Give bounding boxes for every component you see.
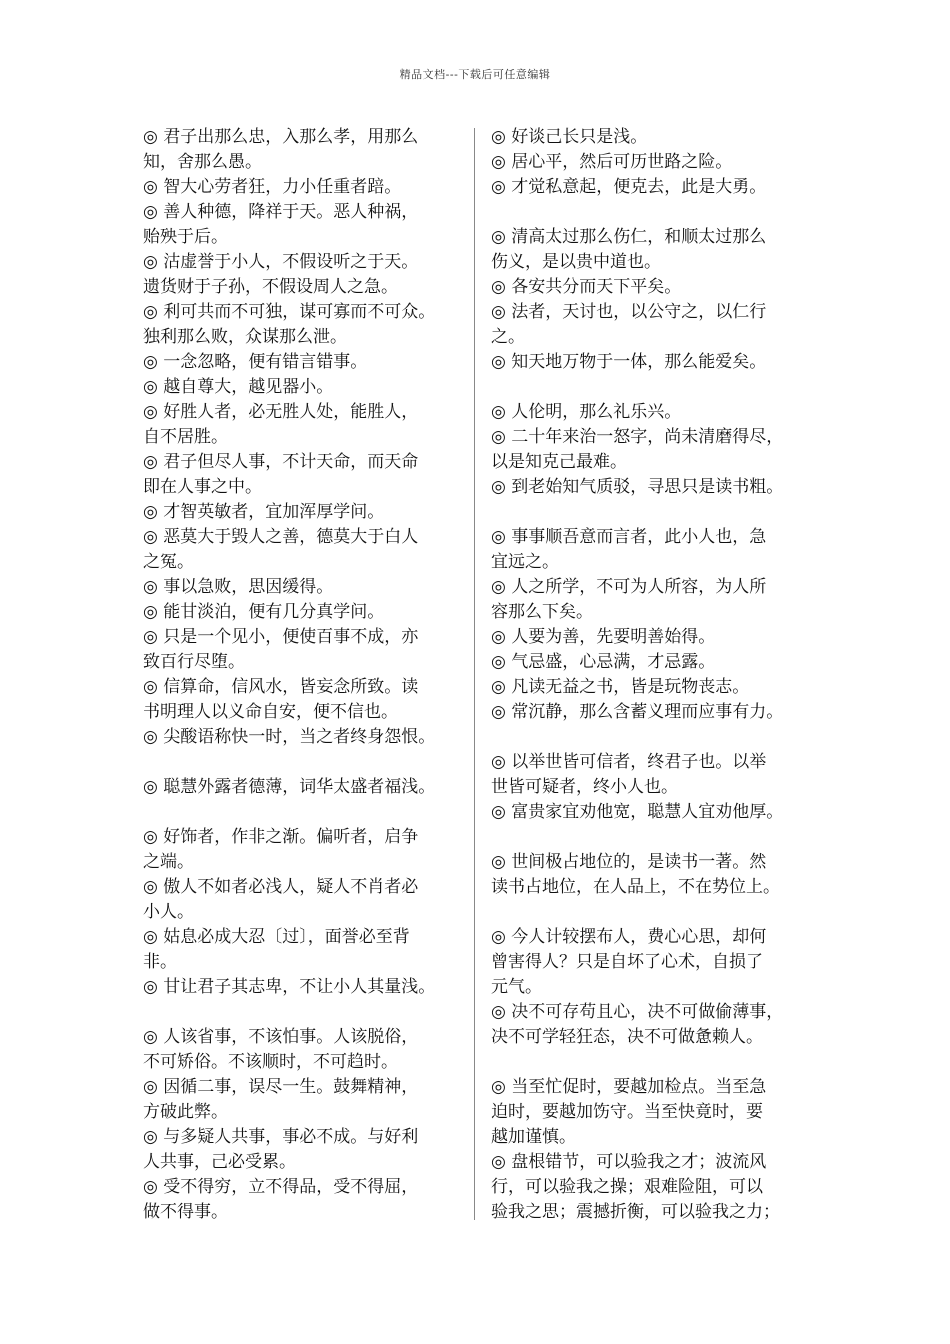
text-line: 之。: [491, 327, 525, 347]
text-line: ◎ 事以急败，思因缓得。: [143, 577, 334, 597]
text-line: ◎ 能甘淡泊，便有几分真学问。: [143, 602, 385, 622]
text-line: ◎ 人该省事，不该怕事。人该脱俗，: [143, 1027, 419, 1047]
right-column: [491, 125, 821, 1225]
blank-line: [491, 900, 821, 925]
text-line: ◎ 好胜人者，必无胜人处，能胜人，: [143, 402, 419, 422]
text-line: ◎ 以举世皆可信者，终君子也。以举: [491, 752, 767, 772]
text-line: ◎ 盘根错节，可以验我之才；波流风: [491, 1152, 767, 1172]
text-line: ◎ 知天地万物于一体，那么能爱矣。: [491, 352, 767, 372]
text-line: ◎ 好饰者，作非之渐。偏听者，启争: [143, 827, 419, 847]
text-line: ◎ 事事顺吾意而言者，此小人也，急: [491, 527, 767, 547]
text-line: ◎ 今人计较摆布人，费心心思，却何: [491, 927, 767, 947]
text-line: ◎ 二十年来治一怒字，尚未清磨得尽，: [491, 427, 784, 447]
left-column: [143, 125, 470, 1225]
text-line: ◎ 君子出那么忠，入那么孝，用那么: [143, 127, 419, 147]
text-line: ◎ 利可共而不可独，谋可寡而不可众。: [143, 302, 436, 322]
text-line: ◎ 凡读无益之书，皆是玩物丧志。: [491, 677, 750, 697]
text-line: 遗货财于子孙，不假设周人之急。: [143, 277, 398, 297]
blank-line: [491, 825, 821, 850]
text-line: 知，舍那么愚。: [143, 152, 262, 172]
text-line: 越加谨慎。: [491, 1127, 576, 1147]
text-line: 曾害得人？只是自坏了心术，自损了: [491, 952, 763, 972]
text-line: ◎ 才智英敏者，宜加浑厚学问。: [143, 502, 385, 522]
text-line: ◎ 恶莫大于毁人之善，德莫大于白人: [143, 527, 419, 547]
text-line: ◎ 才觉私意起，便克去，此是大勇。: [491, 177, 767, 197]
text-line: ◎ 人之所学，不可为人所容，为人所: [491, 577, 767, 597]
text-line: 致百行尽堕。: [143, 652, 245, 672]
text-line: ◎ 常沉静，那么含蓄义理而应事有力。: [491, 702, 784, 722]
text-line: ◎ 君子但尽人事，不计天命，而天命: [143, 452, 419, 472]
text-line: 宜远之。: [491, 552, 559, 572]
text-line: ◎ 人要为善，先要明善始得。: [491, 627, 716, 647]
text-line: 非。: [143, 952, 177, 972]
blank-line: [491, 200, 821, 225]
text-line: 自不居胜。: [143, 427, 228, 447]
text-line: ◎ 善人种德，降祥于天。恶人种祸，: [143, 202, 419, 222]
text-line: 不可矫俗。不该顺时，不可趋时。: [143, 1052, 398, 1072]
text-line: ◎ 法者，天讨也，以公守之，以仁行: [491, 302, 767, 322]
text-line: ◎ 居心平，然后可历世路之险。: [491, 152, 733, 172]
text-line: ◎ 与多疑人共事，事必不成。与好利: [143, 1127, 419, 1147]
text-line: ◎ 尖酸语称快一时，当之者终身怨恨。: [143, 727, 436, 747]
text-line: ◎ 世间极占地位的，是读书一著。然: [491, 852, 767, 872]
text-line: 世皆可疑者，终小人也。: [491, 777, 678, 797]
text-line: ◎ 富贵家宜劝他宽，聪慧人宜劝他厚。: [491, 802, 784, 822]
text-line: 方破此弊。: [143, 1102, 228, 1122]
text-line: ◎ 清高太过那么伤仁，和顺太过那么: [491, 227, 767, 247]
blank-line: [143, 800, 470, 825]
column-divider: [474, 128, 475, 1220]
text-line: 人共事，己必受累。: [143, 1152, 296, 1172]
text-line: ◎ 各安共分而天下平矣。: [491, 277, 682, 297]
text-line: ◎ 姑息必成大忍〔过〕，面誉必至背: [143, 927, 410, 947]
text-line: ◎ 到老始知气质驳，寻思只是读书粗。: [491, 477, 784, 497]
text-line: ◎ 智大心劳者狂，力小任重者踣。: [143, 177, 402, 197]
text-line: 决不可学轻狂态，决不可做惫赖人。: [491, 1027, 763, 1047]
blank-line: [143, 1000, 470, 1025]
text-line: ◎ 因循二事，误尽一生。鼓舞精神，: [143, 1077, 419, 1097]
text-line: 之端。: [143, 852, 194, 872]
text-line: ◎ 甘让君子其志卑，不让小人其量浅。: [143, 977, 436, 997]
page-header: 精品文档---下载后可任意编辑: [399, 68, 551, 81]
text-line: ◎ 受不得穷，立不得品，受不得屈，: [143, 1177, 419, 1197]
text-line: 小人。: [143, 902, 194, 922]
text-line: 验我之思；震撼折衡，可以验我之力；: [491, 1202, 780, 1222]
text-line: ◎ 决不可存苟且心，决不可做偷薄事，: [491, 1002, 784, 1022]
text-line: 行，可以验我之操；艰难险阻，可以: [491, 1177, 763, 1197]
blank-line: [491, 500, 821, 525]
text-line: 以是知克己最难。: [491, 452, 627, 472]
text-line: ◎ 一念忽略，便有错言错事。: [143, 352, 368, 372]
text-line: 之冤。: [143, 552, 194, 572]
blank-line: [491, 1050, 821, 1075]
text-line: 迫时，要越加饬守。当至快竟时，要: [491, 1102, 763, 1122]
text-line: 容那么下矣。: [491, 602, 593, 622]
text-line: 读书占地位，在人品上，不在势位上。: [491, 877, 780, 897]
text-line: ◎ 信算命，信风水，皆妄念所致。读: [143, 677, 419, 697]
text-line: ◎ 好谈己长只是浅。: [491, 127, 648, 147]
text-line: ◎ 人伦明，那么礼乐兴。: [491, 402, 682, 422]
text-line: 伤义，是以贵中道也。: [491, 252, 661, 272]
blank-line: [143, 750, 470, 775]
text-line: 元气。: [491, 977, 542, 997]
text-line: ◎ 越自尊大，越见器小。: [143, 377, 334, 397]
text-line: ◎ 沽虚誉于小人，不假设听之于天。: [143, 252, 419, 272]
text-line: ◎ 当至忙促时，要越加检点。当至急: [491, 1077, 767, 1097]
blank-line: [491, 725, 821, 750]
text-line: 做不得事。: [143, 1202, 228, 1222]
text-line: 贻殃于后。: [143, 227, 228, 247]
text-line: ◎ 傲人不如者必浅人，疑人不肖者必: [143, 877, 419, 897]
text-line: ◎ 只是一个见小，便使百事不成，亦: [143, 627, 419, 647]
text-line: ◎ 气忌盛，心忌满，才忌露。: [491, 652, 716, 672]
text-line: 书明理人以义命自安，便不信也。: [143, 702, 398, 722]
text-line: 独利那么败，众谋那么泄。: [143, 327, 347, 347]
text-line: ◎ 聪慧外露者德薄，词华太盛者福浅。: [143, 777, 436, 797]
text-line: 即在人事之中。: [143, 477, 262, 497]
blank-line: [491, 375, 821, 400]
